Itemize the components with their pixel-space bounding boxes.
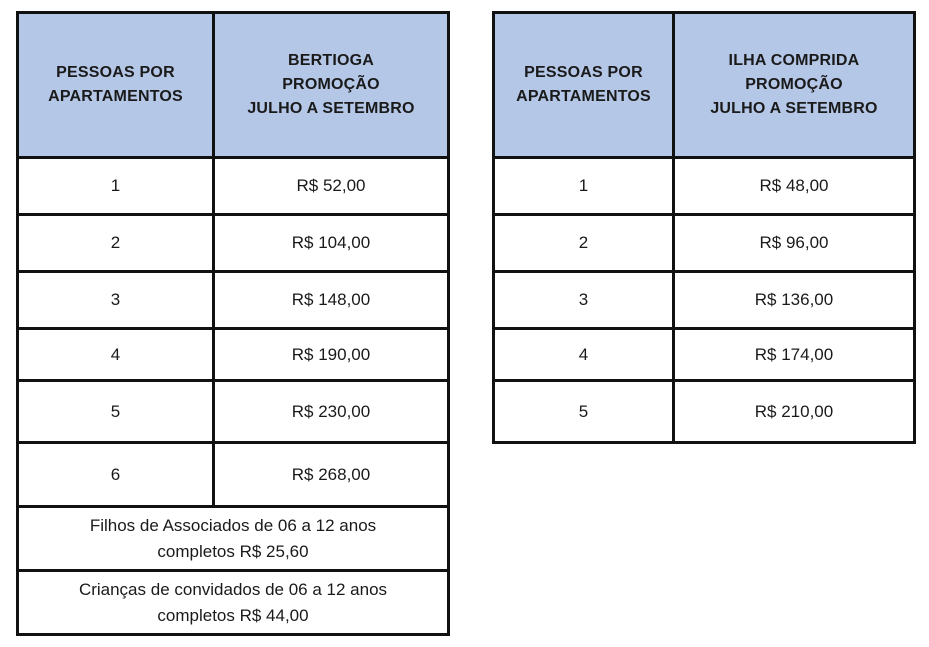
people-count-cell: 3 (18, 272, 214, 329)
price-cell: R$ 190,00 (214, 329, 449, 381)
header-line: JULHO A SETEMBRO (710, 100, 878, 117)
ilha-comprida-price-table (492, 11, 916, 444)
table-row (494, 272, 915, 329)
people-count-cell: 6 (18, 443, 214, 507)
people-count-cell: 2 (494, 215, 674, 272)
price-cell: R$ 136,00 (674, 272, 915, 329)
note-line: Crianças de convidados de 06 a 12 anos (78, 579, 388, 599)
guests-children-note (18, 571, 449, 635)
people-count-cell: 1 (18, 158, 214, 215)
people-per-apartment-header (494, 13, 674, 158)
table-row (18, 272, 449, 329)
people-count-cell: 2 (18, 215, 214, 272)
table-row (18, 158, 449, 215)
people-count-cell: 4 (494, 329, 674, 381)
header-line: JULHO A SETEMBRO (247, 100, 415, 117)
people-per-apartment-header (18, 13, 214, 158)
price-cell: R$ 52,00 (214, 158, 449, 215)
people-count-cell: 1 (494, 158, 674, 215)
table-row (18, 329, 449, 381)
table-row (18, 443, 449, 507)
people-count-cell: 3 (494, 272, 674, 329)
note-line: completos R$ 25,60 (157, 541, 309, 561)
price-cell: R$ 148,00 (214, 272, 449, 329)
table-header-row (494, 13, 915, 158)
header-line: PESSOAS POR APARTAMENTOS (516, 64, 651, 105)
table-row (494, 381, 915, 443)
table-row (494, 158, 915, 215)
header-line: PROMOÇÃO (745, 76, 843, 93)
people-count-cell: 5 (494, 381, 674, 443)
note-line: Filhos de Associados de 06 a 12 anos (89, 515, 377, 535)
bertioga-price-table (16, 11, 450, 636)
location-promo-header (674, 13, 915, 158)
header-line: ILHA COMPRIDA (728, 52, 860, 69)
price-cell: R$ 210,00 (674, 381, 915, 443)
table-row (18, 215, 449, 272)
table-row (494, 215, 915, 272)
price-cell: R$ 230,00 (214, 381, 449, 443)
header-line: PROMOÇÃO (282, 76, 380, 93)
price-cell: R$ 104,00 (214, 215, 449, 272)
people-count-cell: 4 (18, 329, 214, 381)
table-row (18, 381, 449, 443)
people-count-cell: 5 (18, 381, 214, 443)
price-cell: R$ 268,00 (214, 443, 449, 507)
note-row (18, 507, 449, 571)
associates-children-note (18, 507, 449, 571)
price-cell: R$ 96,00 (674, 215, 915, 272)
note-row (18, 571, 449, 635)
location-promo-header (214, 13, 449, 158)
price-cell: R$ 48,00 (674, 158, 915, 215)
table-header-row (18, 13, 449, 158)
note-line: completos R$ 44,00 (157, 605, 309, 625)
header-line: PESSOAS POR APARTAMENTOS (48, 64, 183, 105)
header-line: BERTIOGA (287, 52, 375, 69)
table-row (494, 329, 915, 381)
price-cell: R$ 174,00 (674, 329, 915, 381)
